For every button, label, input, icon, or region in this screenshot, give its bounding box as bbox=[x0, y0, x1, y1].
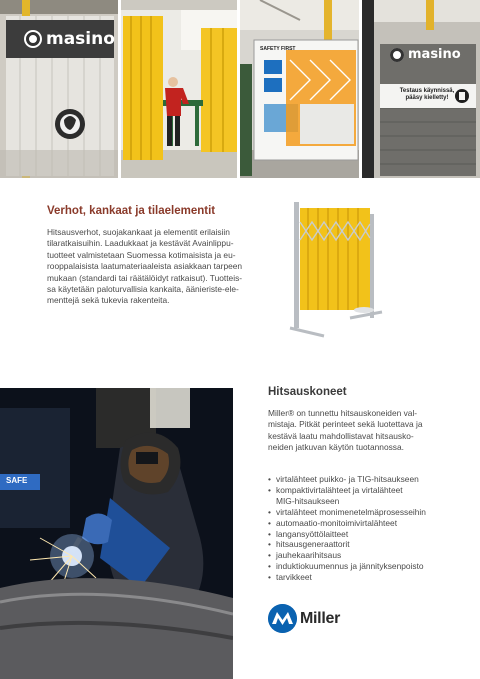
masino-logo-text: masino bbox=[46, 29, 115, 49]
list-item: • tarvikkeet bbox=[268, 572, 473, 583]
masino-logo-mark bbox=[390, 48, 404, 62]
masino-logo bbox=[24, 29, 115, 49]
miller-logo-icon bbox=[268, 604, 297, 633]
body-line: mukaan (standardi tai räätälöidyt ratkaisut). Tuotteis- bbox=[47, 272, 243, 283]
photo-safety-first-panel bbox=[240, 0, 359, 178]
photo-yellow-curtain-illustration bbox=[121, 0, 237, 178]
photo-yellow-curtain-workshop bbox=[121, 0, 237, 178]
machine-label: SAFE bbox=[6, 476, 28, 485]
section-body-welding-machines bbox=[268, 408, 468, 454]
body-line: rooppalaisista laatumateriaaleista asiakkaan tarpeen bbox=[47, 261, 243, 272]
body-line: mistaja. Pitkät perinteet sekä luotettava ja bbox=[268, 419, 423, 430]
body-line: tuotteet valmistetaan Suomessa kotimaisista ja eu- bbox=[47, 249, 236, 260]
welding-product-list bbox=[268, 474, 473, 583]
body-line: neiden jatkuvan käytön tuotannossa. bbox=[268, 442, 404, 453]
body-line: kestävä laatu mahdollistavat hitsausko- bbox=[268, 430, 414, 441]
miller-logo bbox=[268, 604, 340, 633]
miller-m-mark bbox=[268, 604, 297, 633]
testing-banner bbox=[398, 88, 456, 102]
body-line: tilaratkaisuihin. Laadukkaat ja kestävät Avainlippu- bbox=[47, 238, 234, 249]
body-line: menttejä sekä tukevia rakenteita. bbox=[47, 295, 170, 306]
photo-masino-testing-curtain bbox=[362, 0, 480, 178]
testing-banner-line1: Testaus käynnissä, bbox=[399, 88, 455, 94]
safety-first-sign-text: SAFETY FIRST bbox=[260, 46, 296, 52]
list-item-continuation: MIG-hitsaukseen bbox=[276, 495, 340, 506]
section-title-welding-machines: Hitsauskoneet bbox=[268, 386, 347, 398]
list-item: • induktiokuumennus ja jännityksenpoisto bbox=[268, 561, 473, 572]
list-item: • virtalähteet puikko- ja TIG-hitsaukseen bbox=[268, 474, 473, 485]
photo-safety-panel-illustration bbox=[240, 0, 359, 178]
masino-logo-secondary bbox=[390, 47, 461, 62]
list-item: • automaatio-monitoimivirtalähteet bbox=[268, 518, 473, 529]
section-title-curtains: Verhot, kankaat ja tilaelementit bbox=[47, 205, 216, 217]
miller-logo-text: Miller bbox=[300, 609, 340, 627]
folding-curtain-screen-image bbox=[288, 200, 384, 338]
testing-banner-line2: pääsy kielletty! bbox=[405, 95, 449, 101]
body-line: Miller® on tunnettu hitsauskoneiden val- bbox=[268, 408, 418, 418]
photo-masino-curtain-illustration bbox=[0, 0, 118, 178]
masino-logo-text: masino bbox=[408, 47, 461, 62]
list-item: • langansyöttölaitteet bbox=[268, 529, 473, 540]
body-line: sa käytetään paloturvallisia kankaita, äänieriste-ele- bbox=[47, 284, 239, 295]
photo-welder-at-work bbox=[0, 388, 233, 679]
photo-masino-curtain-hall bbox=[0, 0, 118, 178]
list-item: • kompaktivirtalähteet ja virtalähteet bbox=[268, 485, 473, 496]
welder-illustration bbox=[0, 388, 233, 679]
list-item: • virtalähteet monimenetelmäprosesseihin bbox=[268, 507, 473, 518]
masino-logo-mark bbox=[24, 30, 42, 48]
list-item: • jauhekaarihitsaus bbox=[268, 550, 473, 561]
section-body-curtains bbox=[47, 227, 261, 307]
body-line: Hitsausverhot, suojakankaat ja elementit erilaisiin bbox=[47, 227, 230, 237]
list-item: • hitsausgeneraattorit bbox=[268, 539, 473, 550]
